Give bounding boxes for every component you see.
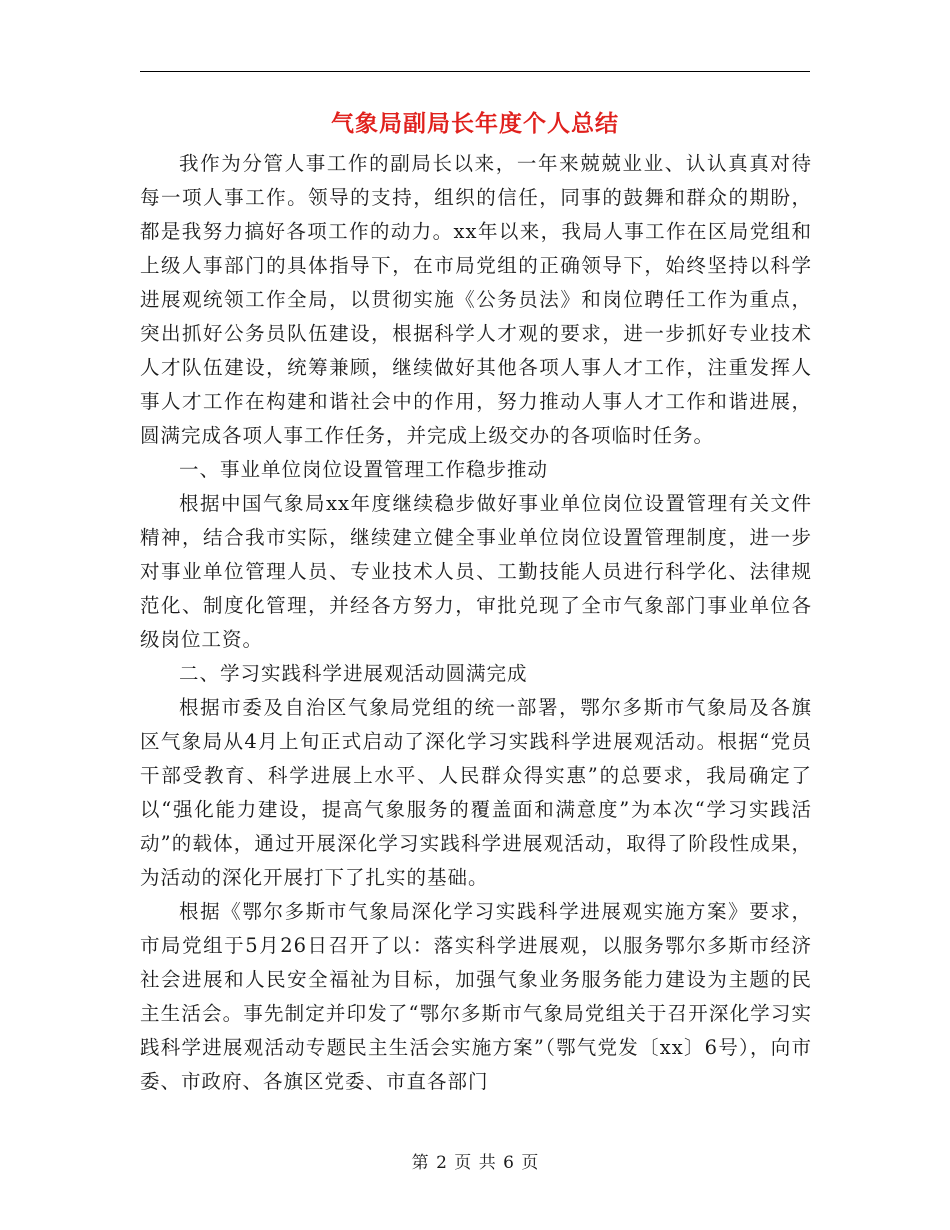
- page-footer: 第 2 页 共 6 页: [411, 1153, 539, 1173]
- paragraph-section-2b: 根据《鄂尔多斯市气象局深化学习实践科学进展观实施方案》要求，市局党组于5月26日召开了以：落实科学进展观，以服务鄂尔多斯市经济社会进展和人民安全福祉为目标，加强气象业务服务能力建设为主题的民主生活会。事先制定并印发了“鄂尔多斯市气象局党组关于召开深化学习实践科学进展观活动专题民主生活会实施方案”（鄂气党发〔xx〕6号），向市委、市政府、各旗区党委、市直各部门: [140, 900, 812, 1093]
- document-body: [140, 147, 812, 1099]
- paragraph-intro: 我作为分管人事工作的副局长以来，一年来兢兢业业、认认真真对待每一项人事工作。领导的支持，组织的信任，同事的鼓舞和群众的期盼，都是我努力搞好各项工作的动力。xx年以来，我局人事工作在区局党组和上级人事部门的具体指导下，在市局党组的正确领导下，始终坚持以科学进展观统领工作全局，以贯彻实施《公务员法》和岗位聘任工作为重点，突出抓好公务员队伍建设，根据科学人才观的要求，进一步抓好专业技术人才队伍建设，统筹兼顾，继续做好其他各项人事人才工作，注重发挥人事人才工作在构建和谐社会中的作用，努力推动人事人才工作和谐进展，圆满完成各项人事工作任务，并完成上级交办的各项临时任务。: [140, 152, 812, 447]
- paragraph-section-1: 根据中国气象局xx年度继续稳步做好事业单位岗位设置管理有关文件精神，结合我市实际，继续建立健全事业单位岗位设置管理制度，进一步对事业单位管理人员、专业技术人员、工勤技能人员进行科学化、法律规范化、制度化管理，并经各方努力，审批兑现了全市气象部门事业单位各级岗位工资。: [140, 492, 812, 651]
- document-title: 气象局副局长年度个人总结: [331, 110, 619, 137]
- paragraph-section-2a: 根据市委及自治区气象局党组的统一部署，鄂尔多斯市气象局及各旗区气象局从4月上旬正式启动了深化学习实践科学进展观活动。根据“党员干部受教育、科学进展上水平、人民群众得实惠”的总要求，我局确定了以“强化能力建设，提高气象服务的覆盖面和满意度”为本次“学习实践活动”的载体，通过开展深化学习实践科学进展观活动，取得了阶段性成果，为活动的深化开展打下了扎实的基础。: [140, 696, 812, 889]
- section-heading-1: 一、事业单位岗位设置管理工作稳步推动: [179, 458, 549, 481]
- section-heading-2: 二、学习实践科学进展观活动圆满完成: [179, 662, 528, 685]
- header-rule: [140, 71, 810, 72]
